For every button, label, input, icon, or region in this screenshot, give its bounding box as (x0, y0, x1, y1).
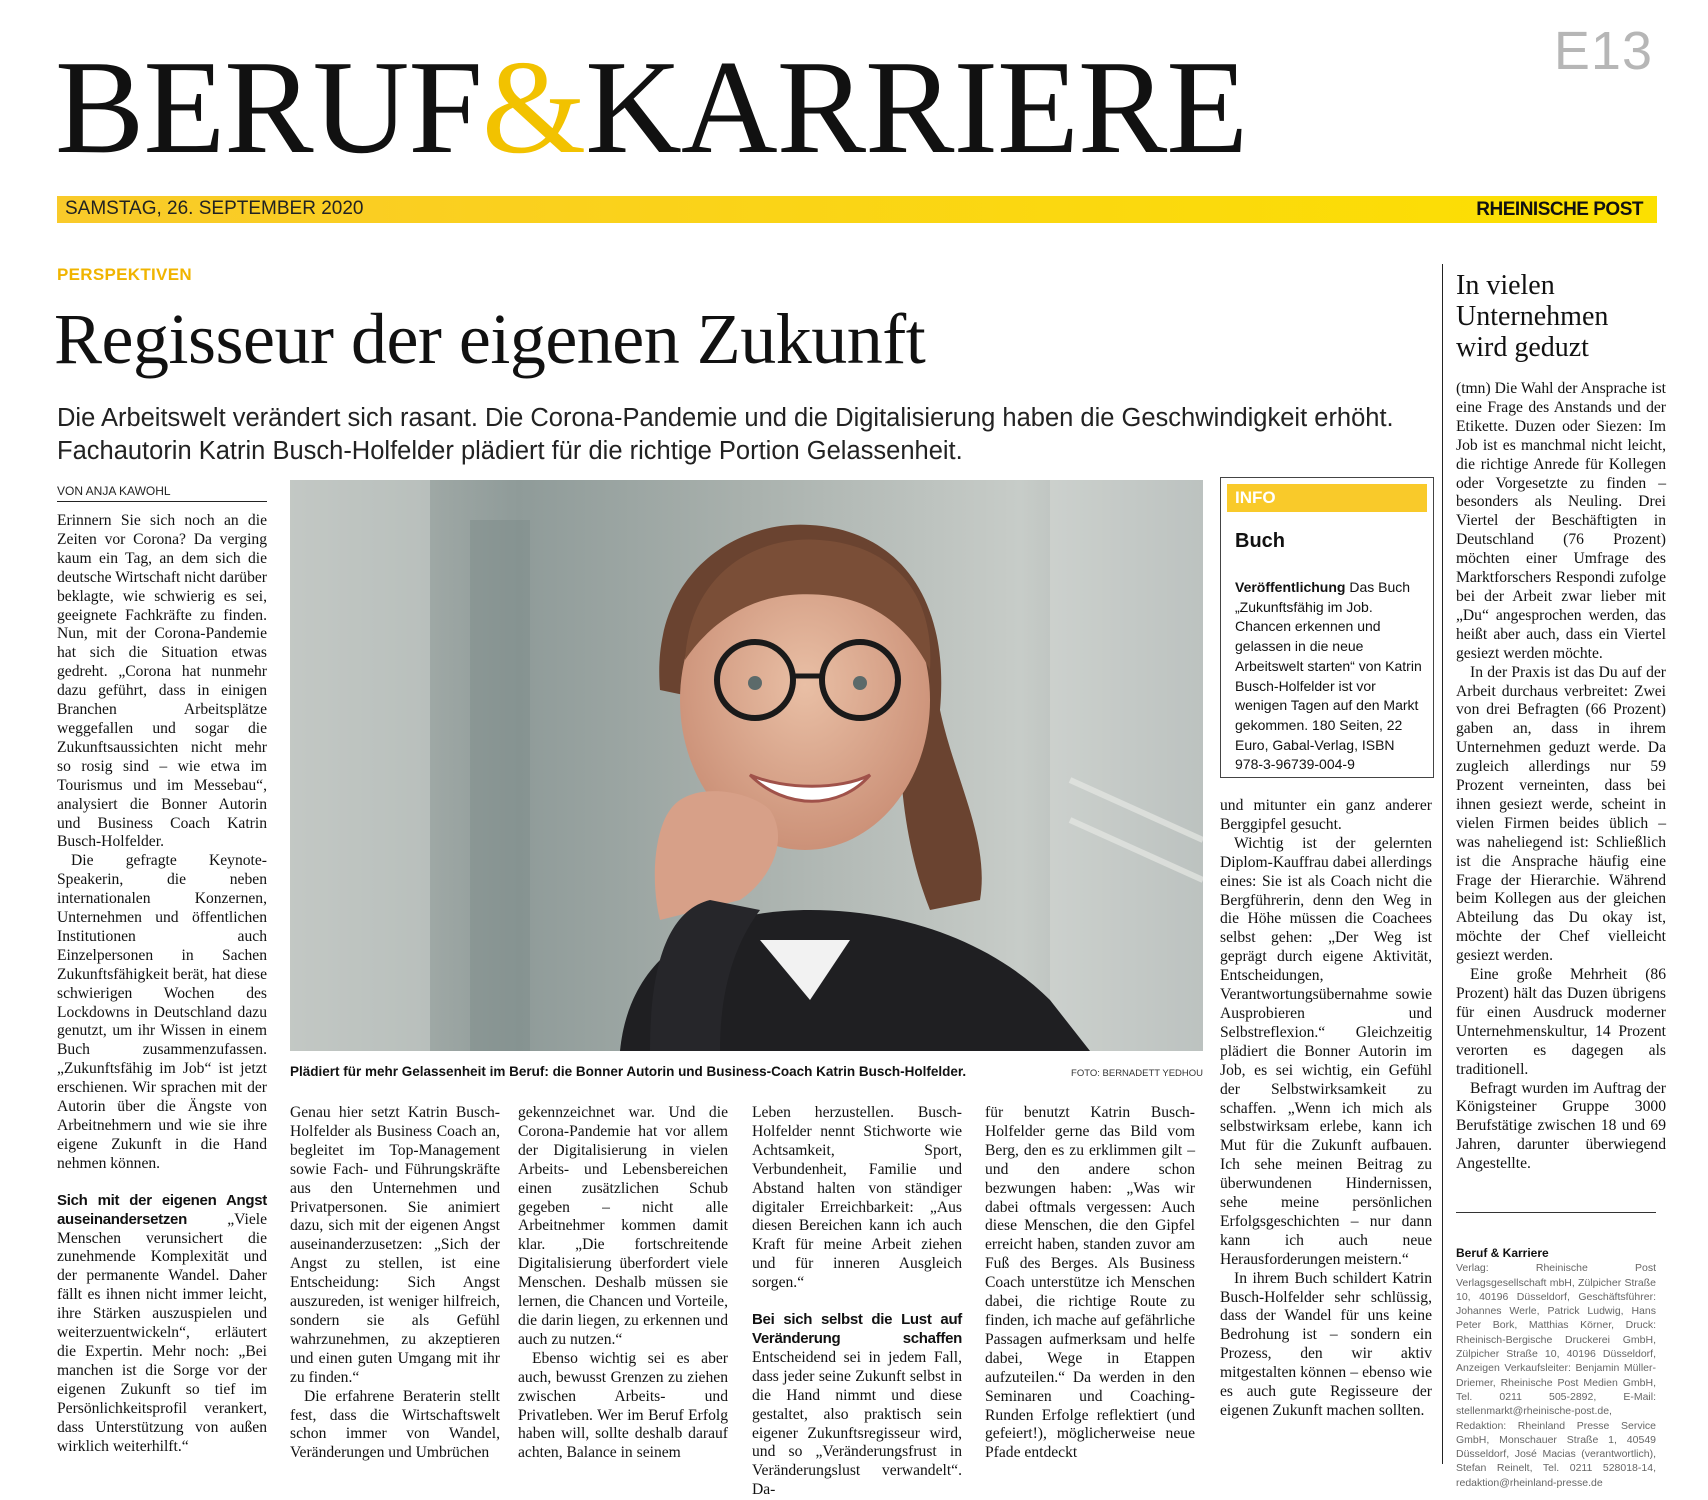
date-bar (57, 196, 1657, 223)
article-headline: Regisseur der eigenen Zukunft (54, 299, 926, 379)
imprint-divider (1456, 1212, 1656, 1213)
subheading: Bei sich selbst die Lust auf Veränderung schaffen (752, 1311, 962, 1347)
info-body: Das Buch „Zukunftsfähig im Job. Chancen erkennen und gelassen in die neue Arbeitswelt starten“ von Katrin Busch-Holfelder ist vor wenigen Tagen auf den Markt gekommen. 180 Seiten, 22 Euro, Gabal-Verlag, ISBN 978-3-96739-004-9 (1235, 579, 1422, 773)
info-tag: INFO (1227, 484, 1427, 512)
info-title: Buch (1235, 530, 1285, 552)
paragraph: Befragt wurden im Auftrag der Königsteiner Gruppe 3000 Berufstätige zwischen 18 und 69 Jahren, darunter überwiegend Angestellte. (1456, 1079, 1666, 1173)
paragraph: (tmn) Die Wahl der Ansprache ist eine Frage des Anstands und der Etikette. Duzen oder Siezen: Im Job ist es manchmal nicht leicht, die richtige Anrede für Kollegen oder Vorgesetzte zu finden – besonders als Neuling. Drei Viertel der Beschäftigten in Deutschland (76 Prozent) möchten einer Umfrage des Marktforschers Respondi zufolge bei der Arbeit zwar lieber mit „Du“ angesprochen werden, das heißt aber auch, dass ein Viertel gesiezt werden möchte. (1456, 380, 1666, 662)
photo-caption-row (290, 1064, 1203, 1079)
info-box (1220, 477, 1434, 778)
portrait-image (290, 480, 1203, 1051)
newspaper-name: RHEINISCHE POST (1476, 199, 1643, 220)
paragraph: Genau hier setzt Katrin Busch-Holfelder als Business Coach an, begleitet im Top-Management sowie Fach- und Führungskräfte aus den Unternehmen und Privatpersonen. Sie animiert dazu, sich mit der eigenen Angst auseinanderzusetzen: „Sich der Angst zu stellen, ist eine Entscheidung: Sich Angst auszureden, ist weniger hilfreich, sondern sie als Gefühl wahrzunehmen, zu akzeptieren und einen guten Umgang mit ihr zu finden.“ (290, 1104, 500, 1386)
masthead-part2: KARRIERE (585, 33, 1248, 181)
paragraph: Die erfahrene Beraterin stellt fest, dass die Wirtschaftswelt schon immer von Wandel, Veränderungen und Umbrüchen (290, 1387, 500, 1462)
subhead-paragraph (752, 1311, 962, 1500)
imprint-heading: Beruf & Karriere (1456, 1246, 1549, 1260)
subheading: Sich mit der eigenen Angst auseinandersetzen (57, 1191, 267, 1228)
sidebar-headline: In vielen Unternehmen wird geduzt (1456, 270, 1609, 363)
article-column-3 (518, 1104, 728, 1463)
sidebar-body (1456, 380, 1666, 1174)
paragraph: In ihrem Buch schildert Katrin Busch-Holfelder sehr schlüssig, dass der Wandel für uns keine Bedrohung ist – sondern ein Prozess, den wir aktiv mitgestalten können – ebenso wie es auch gute Regisseure der eigenen Zukunft machen sollten. (1220, 1269, 1432, 1419)
paragraph: gekennzeichnet war. Und die Corona-Pandemie hat vor allem der Digitalisierung in vielen Arbeits- und Lebensbereichen einen zusätzlichen Schub gegeben – nicht alle Arbeitnehmer kommen damit klar. „Die fortschreitende Digitalisierung überfordert viele Menschen. Deshalb müssen sie lernen, die Chancen und Vorteile, die darin liegen, zu erkennen und auch zu nutzen.“ (518, 1104, 728, 1348)
photo-caption: Plädiert für mehr Gelassenheit im Beruf: die Bonner Autorin und Business-Coach Katrin Busch-Holfelder. (290, 1064, 967, 1079)
imprint (1456, 1246, 1656, 1490)
article-column-4 (752, 1104, 962, 1500)
masthead-ampersand: & (481, 33, 586, 181)
paragraph: Leben herzustellen. Busch-Holfelder nennt Stichworte wie Achtsamkeit, Sport, Verbundenheit, Familie und Abstand halten von ständiger digitaler Erreichbarkeit: „Aus diesen Bereichen kann ich auch Kraft für meine Arbeit ziehen und für inneren Ausgleich sorgen.“ (752, 1104, 962, 1292)
issue-date: SAMSTAG, 26. SEPTEMBER 2020 (65, 198, 364, 219)
paragraph: Erinnern Sie sich noch an die Zeiten vor Corona? Da verging kaum ein Tag, an dem sich die deutsche Wirtschaft nicht darüber beklagte, wie schwierig es sei, geeignete Fachkräfte zu finden. Nun, mit der Corona-Pandemie hat sich die Situation etwas gedreht. „Corona hat nunmehr dazu geführt, dass in einigen Branchen Arbeitsplätze weggefallen und sogar die Zukunftsaussichten nicht mehr so rosig sind – wie etwa im Tourismus und im Messebau“, analysiert die Bonner Autorin und Business Coach Katrin Busch-Holfelder. (57, 512, 267, 851)
paragraph: In der Praxis ist das Du auf der Arbeit durchaus verbreitet: Zwei von drei Befragten (66 Prozent) gaben an, dass in ihrem Unternehmen geduzt werde. Da zugleich allerdings nur 59 Prozent verneinten, dass bei ihnen gesiezt werde, scheint in vielen Firmen beides üblich – was naheliegend ist: Schließlich ist die Ansprache häufig eine Frage der Hierarchie. Während beim Kollegen aus der gleichen Abteilung das Du okay ist, möchte der Chef vielleicht gesiezt werden. (1456, 663, 1666, 965)
paragraph: Die gefragte Keynote-Speakerin, die neben internationalen Konzernen, Unternehmen und öffentlichen Institutionen auch Einzelpersonen in Sachen Zukunftsfähigkeit berät, hat diese schwierigen Wochen des Lockdowns in Deutschland dazu genutzt, um ihr Wissen in einem Buch zusammenzufassen. „Zukunftsfähig im Job“ ist jetzt erschienen. Wir sprachen mit der Autorin über die Ängste von Arbeitnehmern und wie sie ihre eigene Zukunft in die Hand nehmen können. (57, 852, 267, 1172)
photo-credit: FOTO: BERNADETT YEDHOU (1071, 1068, 1203, 1079)
article-column-1 (57, 512, 267, 1456)
info-text (1235, 578, 1425, 775)
paragraph: Eine große Mehrheit (86 Prozent) hält das Duzen übrigens für einen Ausdruck moderner Unternehmenskultur, 14 Prozent verorten es dagegen als traditionell. (1456, 966, 1666, 1078)
article-column-6 (1220, 797, 1432, 1421)
article-column-2 (290, 1104, 500, 1463)
paragraph-text: Entscheidend sei in jedem Fall, dass jeder seine Zukunft selbst in die Hand nimmt und diese gestaltet, also praktisch sein eigener Zukunftsregisseur wird, und so „Veränderungsfrust in Veränderungslust verwandelt“. Da- (752, 1348, 962, 1499)
paragraph: und mitunter ein ganz anderer Berggipfel gesucht. (1220, 797, 1432, 833)
info-label: Veröffentlichung (1235, 579, 1346, 595)
paragraph: Ebenso wichtig sei es aber auch, bewusst Grenzen zu ziehen zwischen Arbeits- und Privatleben. Wer im Beruf Erfolg haben will, sollte deshalb darauf achten, Balance in seinem (518, 1349, 728, 1462)
sidebar-divider (1442, 264, 1443, 1464)
page-number: E13 (1553, 21, 1653, 81)
paragraph-text: „Viele Menschen verunsichert die zunehmende Komplexität und der permanente Wandel. Daher fällt es ihnen nicht immer leicht, ihre Stärken auszuspielen und weiterzuentwickeln“, erläutert die Expertin. Mehr noch: „Bei manchen ist die Sorge vor der eigenen Zukunft so tief im Persönlichkeitsprofil verankert, dass Unterstützung von außen wirklich weiterhilft.“ (57, 1210, 267, 1455)
article-column-5 (985, 1104, 1195, 1463)
article-byline: VON ANJA KAWOHL (57, 484, 267, 502)
masthead-part1: BERUF (55, 33, 482, 181)
paragraph: Wichtig ist der gelernten Diplom-Kauffrau dabei allerdings eines: Sie ist als Coach nicht die Bergführerin, denn den Weg in die Höhe müssen die Coachees selbst gehen: „Der Weg ist geprägt durch eigene Aktivität, Entscheidungen, Verantwortungsübernahme sowie Ausprobieren und Selbstreflexion.“ Gleichzeitig plädiert die Bonner Autorin im Job, es sei wichtig, ein Gefühl der Selbstwirksamkeit zu schaffen. „Wenn ich mich als selbstwirksam erlebe, kann ich Mut für die Zukunft aufbauen. Ich sehe meinen Beitrag zu überwundenen Hindernissen, sehe meine persönlichen Erfolgsgeschichten – nur dann kann ich auch neue Herausforderungen meistern.“ (1220, 834, 1432, 1268)
subhead-paragraph (57, 1192, 267, 1457)
section-masthead (55, 33, 1475, 181)
paragraph: für benutzt Katrin Busch-Holfelder gerne das Bild vom Berg, den es zu erklimmen gilt – und den andere schon bezwungen haben: „Was wir dabei oftmals vergessen: Auch diese Menschen, die den Gipfel erreicht haben, standen zuvor am Fuß des Berges. Als Business Coach unterstütze ich Menschen dabei, die richtige Route zu finden, ich mache auf gefährliche Passagen aufmerksam und helfe dabei, Wege in Etappen aufzuteilen.“ Da werden in den Seminaren und Coaching-Runden Erfolge reflektiert (und gefeiert!), möglicherweise neue Pfade entdeckt (985, 1104, 1195, 1462)
portrait-photo (290, 480, 1203, 1051)
imprint-text: Verlag: Rheinische Post Verlagsgesellschaft mbH, Zülpicher Straße 10, 40196 Düsseldorf, Geschäftsführer: Johannes Werle, Patrick Ludwig, Hans Peter Bork, Matthias Körner, Druck: Rheinisch-Bergische Druckerei GmbH, Zülpicher Straße 10, 40196 Düsseldorf, Anzeigen Verkaufsleiter: Benjamin Müller-Driemer, Rheinische Post Medien GmbH, Tel. 0211 505-2892, E-Mail: stellenmarkt@rheinische-post.de, Redaktion: Rheinland Presse Service GmbH, Monschauer Straße 1, 40549 Düsseldorf, José Macias (verantwortlich), Stefan Reinelt, Tel. 0211 528018-14, redaktion@rheinland-presse.de (1456, 1262, 1656, 1489)
article-lead: Die Arbeitswelt verändert sich rasant. Die Corona-Pandemie und die Digitalisierung haben die Geschwindigkeit erhöht. Fachautorin Katrin Busch-Holfelder plädiert für die richtige Portion Gelassenheit. (57, 404, 1394, 465)
article-kicker: PERSPEKTIVEN (57, 265, 192, 284)
